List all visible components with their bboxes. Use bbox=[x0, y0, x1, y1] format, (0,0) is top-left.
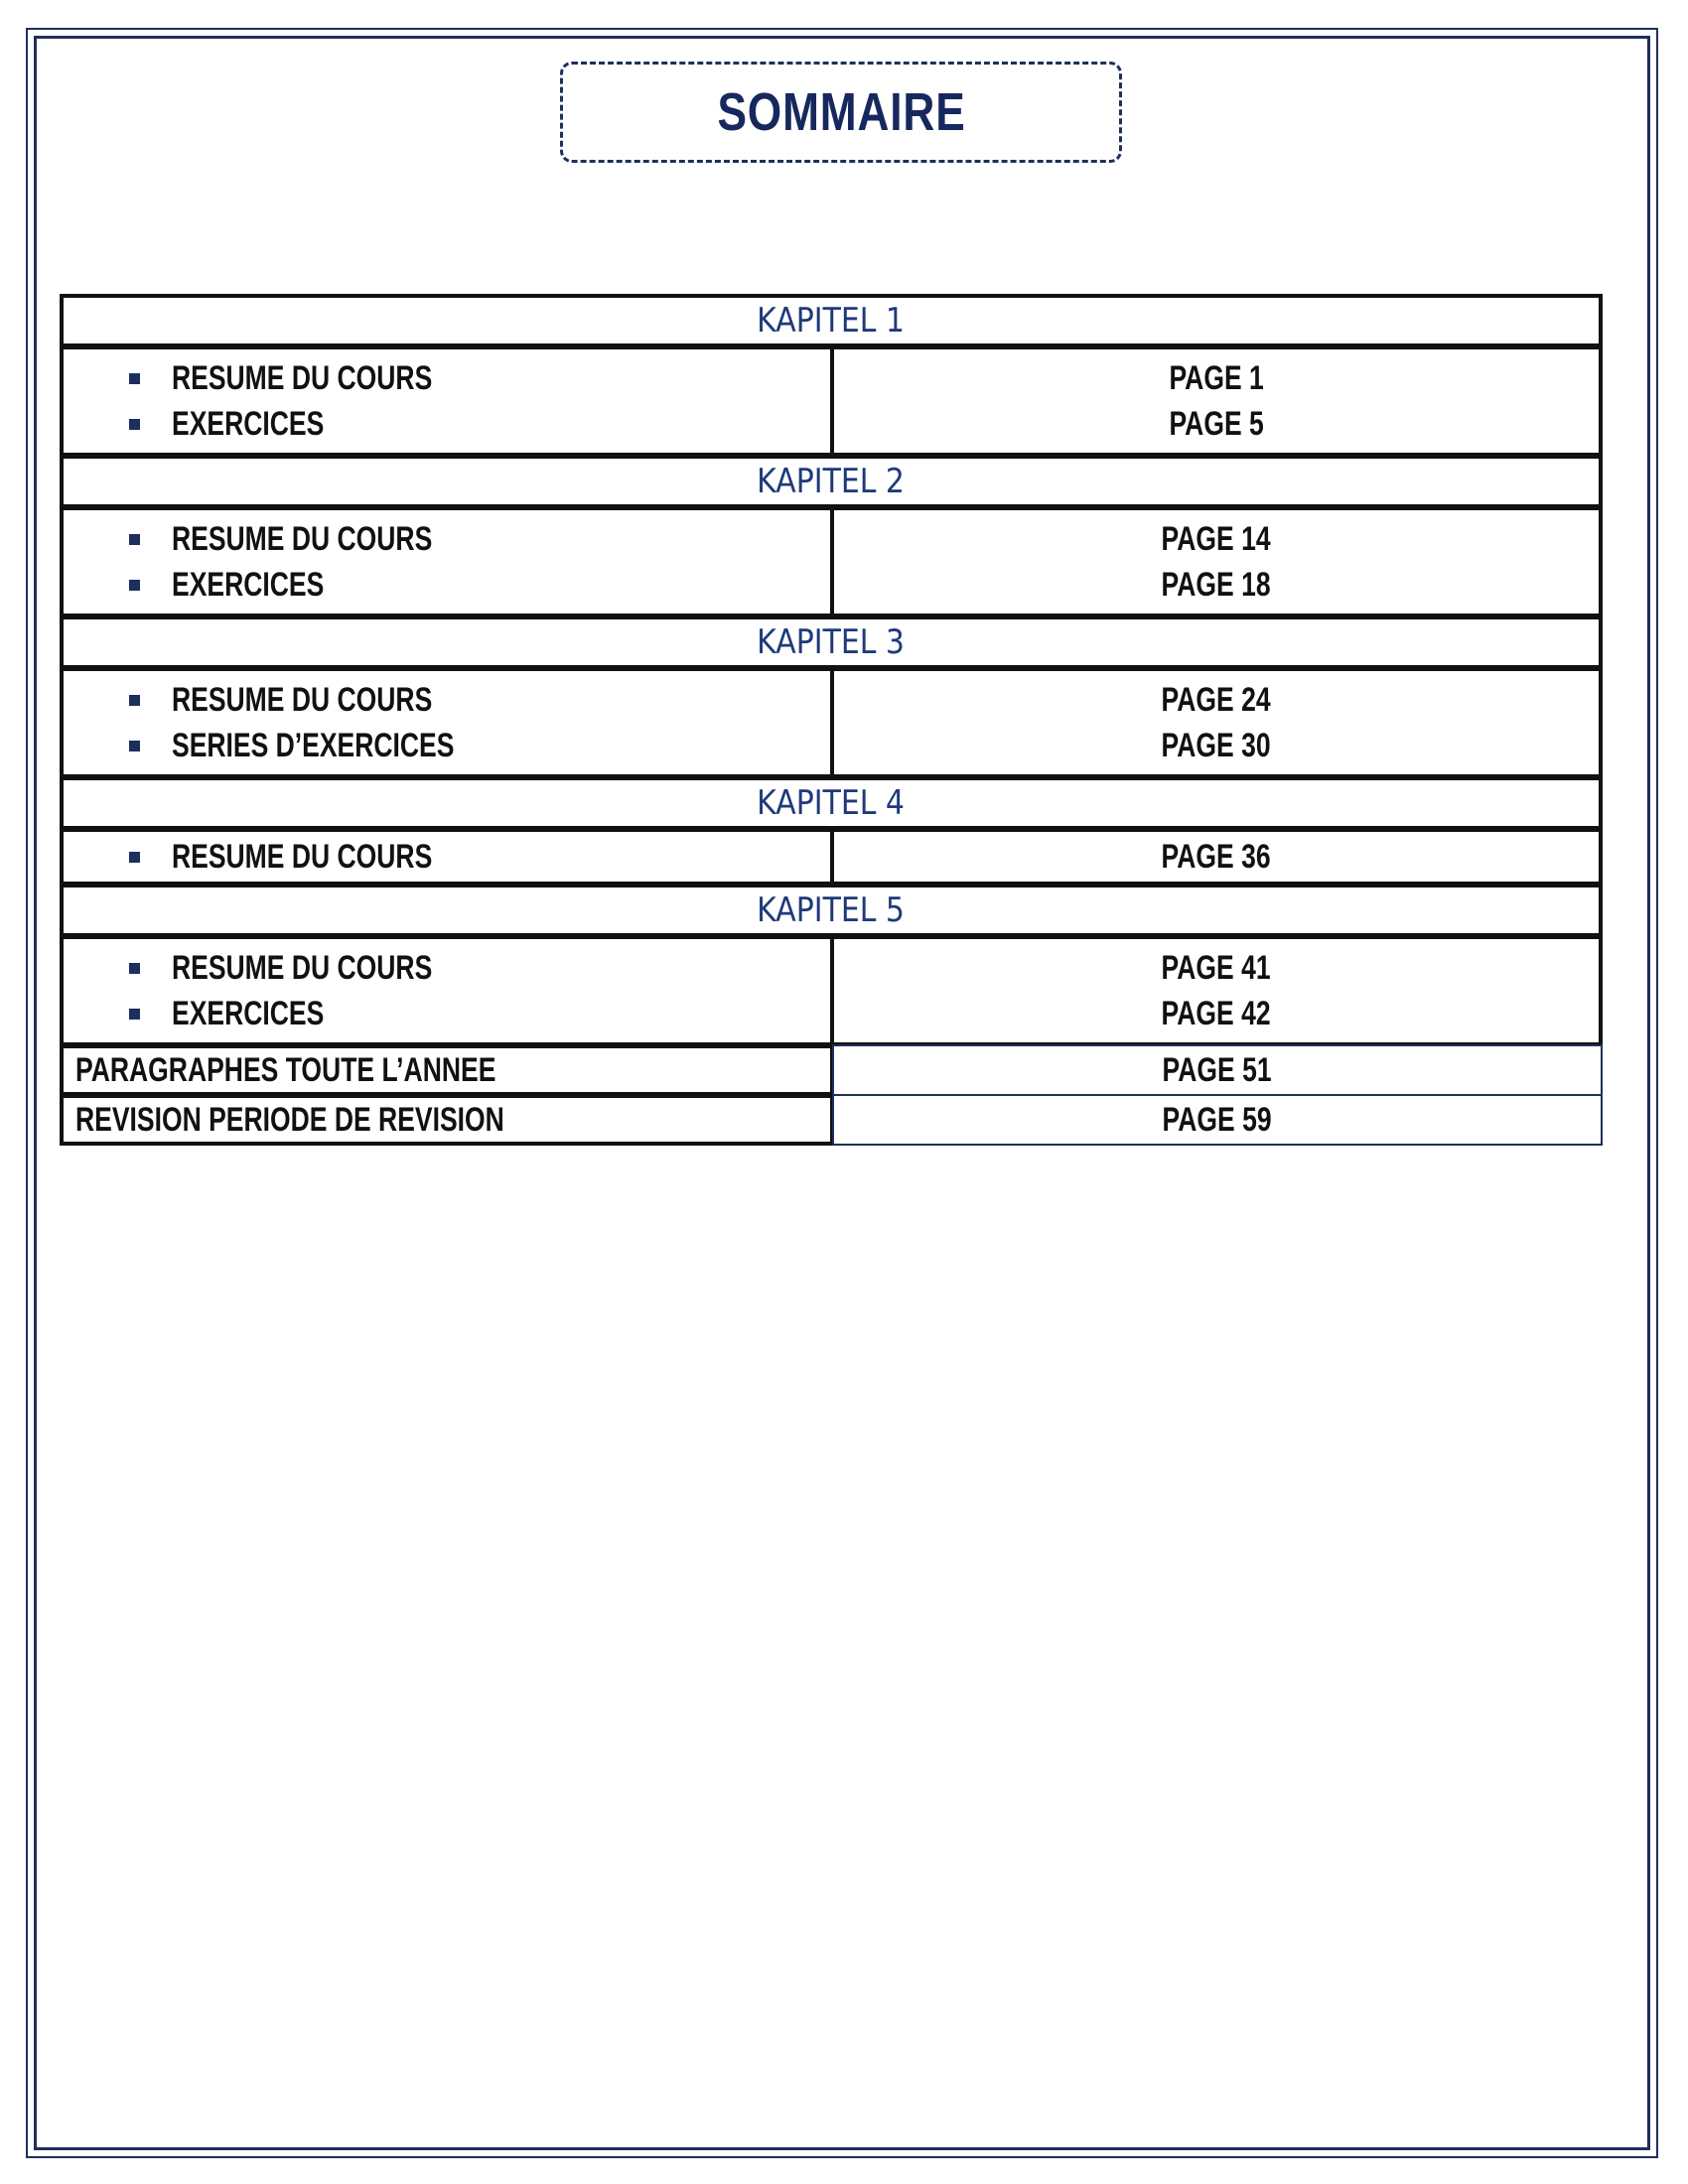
extra-label: REVISION PERIODE DE REVISION bbox=[75, 1100, 504, 1139]
list-item bbox=[129, 355, 830, 401]
entries-pages bbox=[832, 828, 1603, 886]
entry-label: RESUME DU COURS bbox=[172, 948, 433, 987]
chapter-entries-5 bbox=[60, 935, 1603, 1046]
table-of-contents bbox=[60, 294, 1603, 1146]
extra-page-cell bbox=[832, 1094, 1603, 1146]
extra-page-cell bbox=[832, 1044, 1603, 1096]
chapter-header-5 bbox=[60, 884, 1603, 937]
extra-row-revision bbox=[60, 1094, 1603, 1146]
chapter-entries-3 bbox=[60, 667, 1603, 778]
list-item bbox=[129, 677, 830, 723]
extra-row-paragraphes bbox=[60, 1044, 1603, 1096]
list-item bbox=[129, 991, 830, 1036]
page-number: PAGE 14 bbox=[1161, 519, 1272, 558]
entries-pages bbox=[832, 345, 1603, 457]
page-number: PAGE 30 bbox=[1161, 726, 1272, 764]
entries-pages bbox=[832, 667, 1603, 778]
bullet-icon bbox=[129, 373, 140, 384]
chapter-title: KAPITEL 2 bbox=[757, 462, 906, 501]
bullet-icon bbox=[129, 741, 140, 751]
entry-label: EXERCICES bbox=[172, 565, 325, 604]
chapter-entries-1 bbox=[60, 345, 1603, 457]
list-item bbox=[129, 723, 830, 768]
chapter-header-4 bbox=[60, 776, 1603, 830]
entry-label: RESUME DU COURS bbox=[172, 519, 433, 558]
entries-labels bbox=[60, 828, 832, 886]
chapter-title: KAPITEL 5 bbox=[757, 890, 906, 930]
chapter-header-1 bbox=[60, 294, 1603, 347]
list-item bbox=[129, 945, 830, 991]
entry-label: RESUME DU COURS bbox=[172, 358, 433, 397]
bullet-icon bbox=[129, 534, 140, 545]
page-number: PAGE 5 bbox=[1169, 404, 1264, 443]
bullet-icon bbox=[129, 852, 140, 863]
entries-pages bbox=[832, 506, 1603, 617]
list-item bbox=[129, 834, 830, 880]
chapter-title: KAPITEL 1 bbox=[757, 301, 906, 341]
chapter-entries-2 bbox=[60, 506, 1603, 617]
entry-label: EXERCICES bbox=[172, 994, 325, 1032]
page-title: SOMMAIRE bbox=[716, 82, 966, 142]
entry-label: RESUME DU COURS bbox=[172, 837, 433, 876]
list-item bbox=[129, 401, 830, 447]
chapter-header-2 bbox=[60, 455, 1603, 508]
bullet-icon bbox=[129, 695, 140, 706]
chapter-title: KAPITEL 4 bbox=[757, 783, 906, 823]
chapter-header-3 bbox=[60, 615, 1603, 669]
page-number: PAGE 51 bbox=[1162, 1050, 1273, 1089]
title-box bbox=[560, 62, 1122, 163]
entry-label: RESUME DU COURS bbox=[172, 680, 433, 719]
entry-label: EXERCICES bbox=[172, 404, 325, 443]
list-item bbox=[129, 516, 830, 562]
list-item bbox=[129, 562, 830, 608]
bullet-icon bbox=[129, 1009, 140, 1020]
entry-label: SERIES D’EXERCICES bbox=[172, 726, 455, 764]
page-number: PAGE 59 bbox=[1162, 1100, 1273, 1139]
page-number: PAGE 42 bbox=[1161, 994, 1272, 1032]
page-number: PAGE 1 bbox=[1169, 358, 1264, 397]
entries-labels bbox=[60, 506, 832, 617]
bullet-icon bbox=[129, 419, 140, 430]
page-number: PAGE 41 bbox=[1161, 948, 1272, 987]
extra-label-cell bbox=[60, 1044, 832, 1096]
extra-label: PARAGRAPHES TOUTE L’ANNEE bbox=[75, 1050, 496, 1089]
page-number: PAGE 18 bbox=[1161, 565, 1272, 604]
chapter-entries-4 bbox=[60, 828, 1603, 886]
entries-labels bbox=[60, 667, 832, 778]
bullet-icon bbox=[129, 580, 140, 591]
entries-pages bbox=[832, 935, 1603, 1046]
entries-labels bbox=[60, 935, 832, 1046]
page-number: PAGE 24 bbox=[1161, 680, 1272, 719]
entries-labels bbox=[60, 345, 832, 457]
page-number: PAGE 36 bbox=[1161, 837, 1272, 876]
bullet-icon bbox=[129, 963, 140, 974]
extra-label-cell bbox=[60, 1094, 832, 1146]
chapter-title: KAPITEL 3 bbox=[757, 622, 906, 662]
